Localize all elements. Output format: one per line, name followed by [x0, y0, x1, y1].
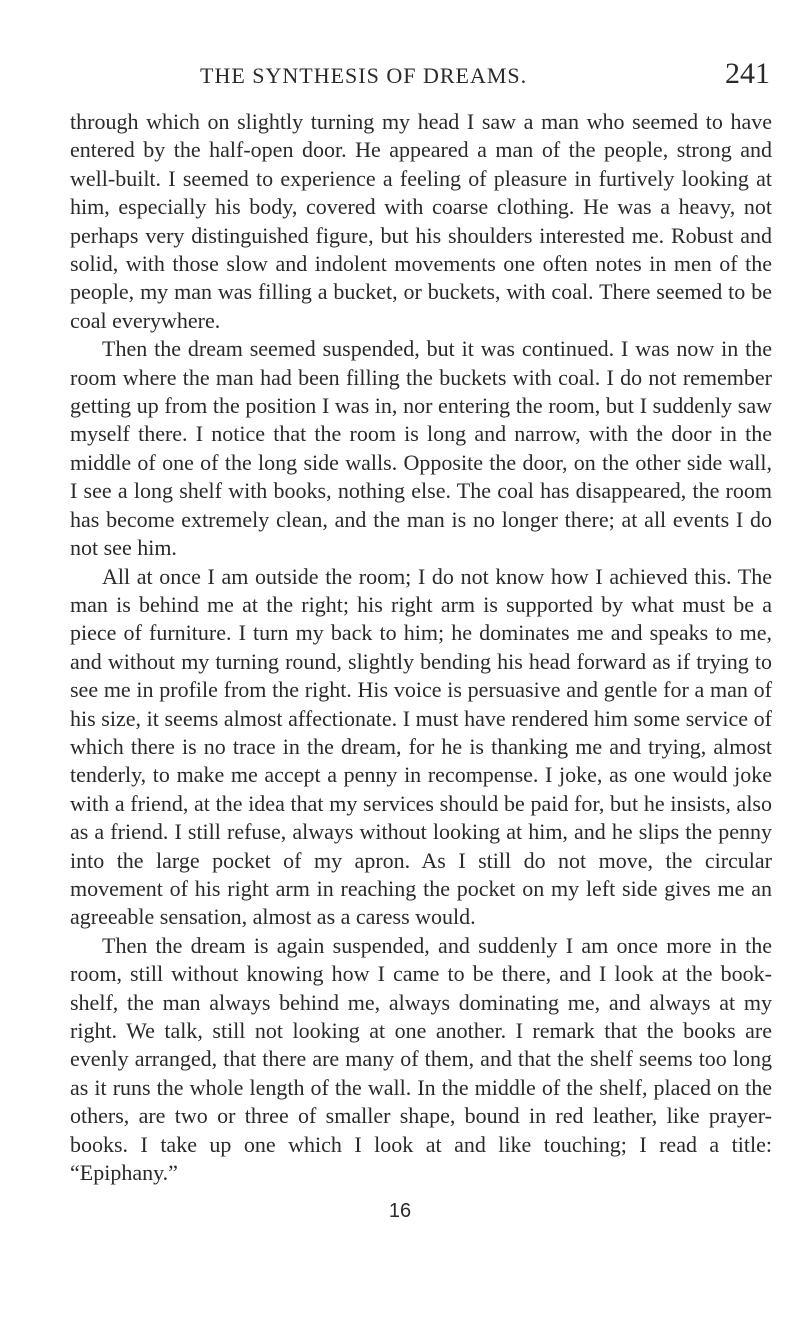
- paragraph-3: All at once I am outside the room; I do not know how I achieved this. The man is behind me at the right; his right arm is supported by what must be a piece of furniture. I turn my back to him; he dominates me and speaks to me, and without my turning round, slightly bending his head forward as if trying to see me in profile from the right. His voice is persuasive and gentle for a man of his size, it seems almost affectionate. I must have rendered him some service of which there is no trace in the dream, for he is thanking me and trying, almost tenderly, to make me accept a penny in recompense. I joke, as one would joke with a friend, at the idea that my services should be paid for, but he insists, also as a friend. I still refuse, always without looking at him, and he slips the penny into the large pocket of my apron. As I still do not move, the circular movement of his right arm in reaching the pocket on my left side gives me an agreeable sensation, almost as a caress would.: [70, 563, 772, 930]
- body-text: [70, 108, 772, 1187]
- page-number: 241: [725, 57, 770, 90]
- running-head: [70, 55, 770, 95]
- paragraph-2: Then the dream seemed suspended, but it was continued. I was now in the room where the man had been filling the buckets with coal. I do not remember getting up from the position I was in, nor entering the room, but I suddenly saw myself there. I notice that the room is long and narrow, with the door in the middle of one of the long side walls. Opposite the door, on the other side wall, I see a long shelf with books, nothing else. The coal has disappeared, the room has become extremely clean, and the man is no longer there; at all events I do not see him.: [70, 336, 772, 561]
- paragraph-4: Then the dream is again suspended, and suddenly I am once more in the room, still without knowing how I came to be there, and I look at the book-shelf, the man always behind me, always dominating me, and always at my right. We talk, still not looking at one another. I remark that the books are evenly arranged, that there are many of them, and that the shelf seems too long as it runs the whole length of the wall. In the middle of the shelf, placed on the others, are two or three of smaller shape, bound in red leather, like prayer-books. I take up one which I look at and like touching; I read a title: “Epiphany.”: [70, 932, 772, 1186]
- paragraph-1: through which on slightly turning my head I saw a man who seemed to have entered by the half-open door. He appeared a man of the people, strong and well-built. I seemed to experience a feeling of pleasure in furtively looking at him, especially his body, covered with coarse clothing. He was a heavy, not perhaps very distinguished figure, but his shoulders interested me. Robust and solid, with those slow and indolent movements one often notes in men of the people, my man was filling a bucket, or buckets, with coal. There seemed to be coal everywhere.: [70, 109, 772, 333]
- signature-mark: 16: [388, 1200, 412, 1222]
- running-title: THE SYNTHESIS OF DREAMS.: [200, 63, 528, 88]
